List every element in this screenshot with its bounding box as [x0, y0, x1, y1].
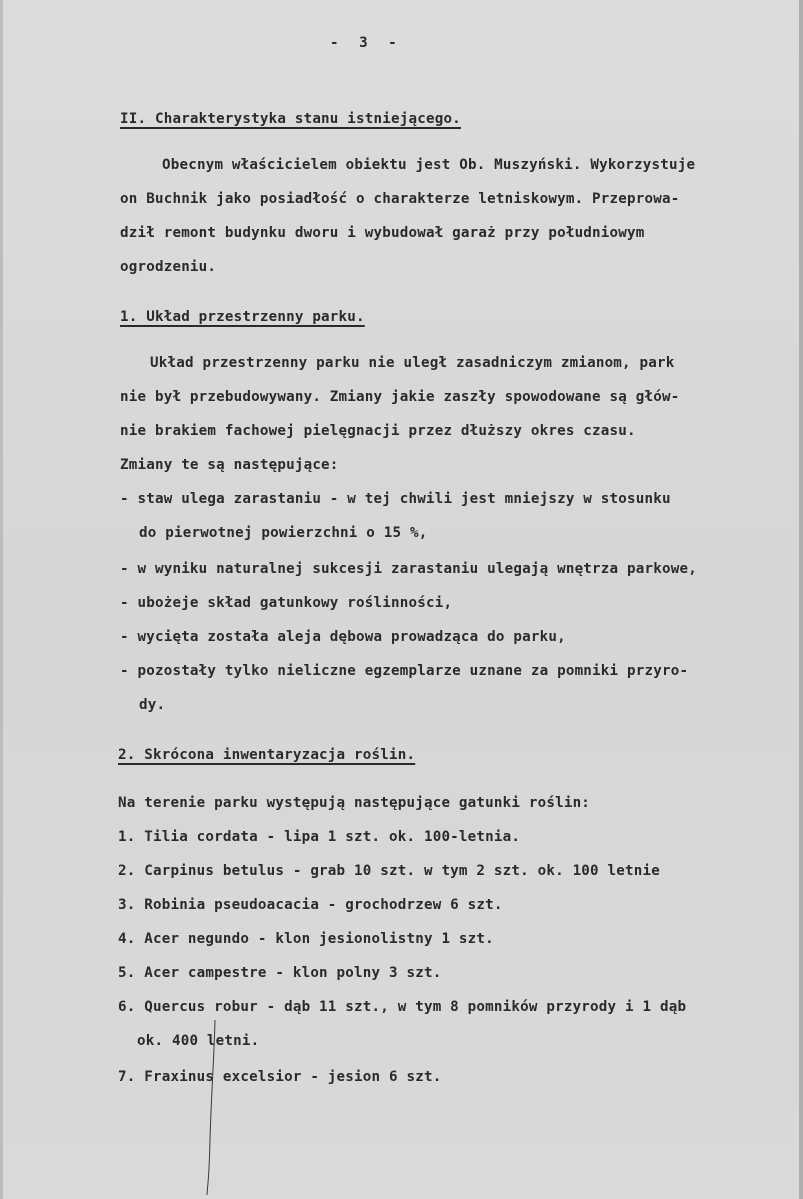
- paragraph-line: Zmiany te są następujące:: [120, 457, 339, 473]
- plant-list-item: 1. Tilia cordata - lipa 1 szt. ok. 100-letnia.: [118, 829, 521, 845]
- plant-list-item: 6. Quercus robur - dąb 11 szt., w tym 8 pomników przyrody i 1 dąb: [118, 999, 687, 1015]
- subsection-heading: 1. Układ przestrzenny parku.: [120, 309, 365, 325]
- subsection-heading: 2. Skrócona inwentaryzacja roślin.: [118, 747, 416, 763]
- intro-line: on Buchnik jako posiadłość o charakterze letniskowym. Przeprowa-: [120, 191, 680, 207]
- plant-list-item: 4. Acer negundo - klon jesionolistny 1 szt.: [118, 931, 494, 947]
- list-item-continuation: dy.: [139, 697, 166, 713]
- list-item: - wycięta została aleja dębowa prowadząca do parku,: [120, 629, 566, 645]
- list-item: - w wyniku naturalnej sukcesji zarastaniu ulegają wnętrza parkowe,: [120, 561, 697, 577]
- paper-crease-mark: [205, 1020, 219, 1195]
- list-item-continuation: do pierwotnej powierzchni o 15 %,: [139, 525, 428, 541]
- plant-list-item: 3. Robinia pseudoacacia - grochodrzew 6 szt.: [118, 897, 503, 913]
- list-item: - ubożeje skład gatunkowy roślinności,: [120, 595, 453, 611]
- plant-list-item: 7. Fraxinus excelsior - jesion 6 szt.: [118, 1069, 442, 1085]
- intro-line: ogrodzeniu.: [120, 259, 217, 275]
- page-number: - 3 -: [330, 35, 403, 51]
- plant-list-item: 5. Acer campestre - klon polny 3 szt.: [118, 965, 442, 981]
- plant-list-item: 2. Carpinus betulus - grab 10 szt. w tym 2 szt. ok. 100 letnie: [118, 863, 660, 879]
- plant-list-item-continuation: ok. 400 letni.: [137, 1033, 260, 1049]
- list-item: - pozostały tylko nieliczne egzemplarze uznane za pomniki przyro-: [120, 663, 689, 679]
- paragraph-line: Na terenie parku występują następujące gatunki roślin:: [118, 795, 591, 811]
- paragraph-line: Układ przestrzenny parku nie uległ zasadniczym zmianom, park: [150, 355, 675, 371]
- intro-line: dził remont budynku dworu i wybudował garaż przy południowym: [120, 225, 645, 241]
- intro-line: Obecnym właścicielem obiektu jest Ob. Muszyński. Wykorzystuje: [162, 157, 696, 173]
- paragraph-line: nie brakiem fachowej pielęgnacji przez dłuższy okres czasu.: [120, 423, 636, 439]
- section-heading: II. Charakterystyka stanu istniejącego.: [120, 111, 461, 127]
- paragraph-line: nie był przebudowywany. Zmiany jakie zaszły spowodowane są głów-: [120, 389, 680, 405]
- list-item: - staw ulega zarastaniu - w tej chwili jest mniejszy w stosunku: [120, 491, 671, 507]
